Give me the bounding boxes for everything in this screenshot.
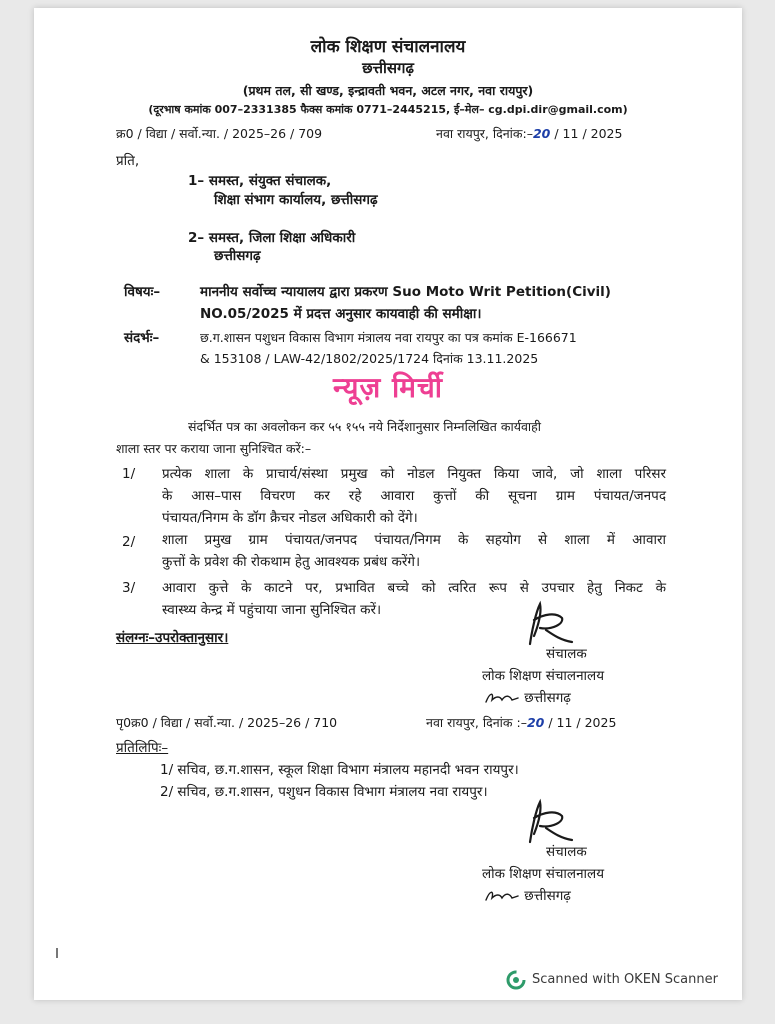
signatory-1-office: लोक शिक्षण संचालनालय bbox=[482, 668, 605, 684]
signature-2 bbox=[522, 798, 582, 846]
initials-scribble-1 bbox=[484, 690, 520, 706]
reference-line-1: छ.ग.शासन पशुधन विकास विभाग मंत्रालय नवा रायपुर का पत्र कमांक E-166671 bbox=[200, 330, 577, 345]
letterhead-contact: (दूरभाष कमांक 007–2331385 फैक्स कमांक 0771–2445215, ई–मेल– cg.dpi.dir@gmail.com) bbox=[148, 103, 628, 116]
endorsement-number: पृ0क्र0 / विद्या / सर्वो.न्या. / 2025–26 / 710 bbox=[116, 715, 338, 730]
item-1-line-2: के आस–पास विचरण कर रहे आवारा कुत्तों की सूचना ग्राम पंचायत/जनपद bbox=[162, 488, 666, 504]
scanner-watermark-text: Scanned with OKEN Scanner bbox=[532, 972, 718, 987]
item-3-number: 3/ bbox=[122, 580, 136, 596]
letter-date bbox=[436, 125, 622, 142]
copy-item-2: 2/ सचिव, छ.ग.शासन, पशुधन विकास विभाग मंत्रालय नवा रायपुर। bbox=[160, 784, 488, 800]
letterhead-address: (प्रथम तल, सी खण्ड, इन्द्रावती भवन, अटल नगर, नवा रायपुर) bbox=[242, 83, 534, 98]
to-label: प्रति, bbox=[116, 153, 140, 169]
news-watermark: न्यूज़ मिर्ची bbox=[332, 371, 444, 404]
copy-label: प्रतिलिपिः– bbox=[116, 740, 169, 756]
signatory-2-designation: संचालक bbox=[546, 844, 587, 860]
signatory-2-office: लोक शिक्षण संचालनालय bbox=[482, 866, 605, 882]
reference-label: संदर्भः– bbox=[124, 330, 160, 346]
subject-line-1: माननीय सर्वोच्च न्यायालय द्वारा प्रकरण Suo Moto Writ Petition(Civil) bbox=[200, 284, 611, 300]
date-day: 20 bbox=[532, 126, 551, 141]
item-1-number: 1/ bbox=[122, 466, 136, 482]
signatory-2-state: छत्तीसगढ़ bbox=[524, 888, 571, 904]
item-3-line-1: आवारा कुत्ते के काटने पर, प्रभावित बच्चे को त्वरित रूप से उपचार हेतु निकट के bbox=[162, 580, 666, 596]
endorsement-date-day: 20 bbox=[526, 715, 545, 730]
recipient-2-line-2: छत्तीसगढ़ bbox=[214, 248, 261, 264]
endorsement-date bbox=[426, 714, 616, 731]
date-rest: / 11 / 2025 bbox=[554, 126, 623, 141]
subject-line-2: NO.05/2025 में प्रदत्त अनुसार कायवाही की समीक्षा। bbox=[200, 306, 482, 322]
initials-scribble-2 bbox=[484, 888, 520, 904]
letter-page bbox=[34, 8, 742, 1000]
signature-1 bbox=[522, 600, 582, 648]
item-1-line-1: प्रत्येक शाला के प्राचार्य/संस्था प्रमुख को नोडल नियुक्त किया जावे, जो शाला परिसर bbox=[162, 466, 666, 482]
date-prefix: नवा रायपुर, दिनांक:– bbox=[436, 126, 533, 141]
item-2-number: 2/ bbox=[122, 534, 136, 550]
copy-item-1: 1/ सचिव, छ.ग.शासन, स्कूल शिक्षा विभाग मंत्रालय महानदी भवन रायपुर। bbox=[160, 762, 519, 778]
signatory-1-state: छत्तीसगढ़ bbox=[524, 690, 571, 706]
endorsement-date-prefix: नवा रायपुर, दिनांक :– bbox=[426, 715, 527, 730]
subject-label: विषयः– bbox=[124, 284, 161, 300]
recipient-2-line-1: 2– समस्त, जिला शिक्षा अधिकारी bbox=[188, 230, 356, 246]
body-intro-line-1: संदर्भित पत्र का अवलोकन कर ५५ १५५ नये निर्देशानुसार निम्नलिखित कार्यवाही bbox=[188, 419, 542, 434]
signatory-2-state-line bbox=[484, 886, 571, 904]
recipient-1-line-2: शिक्षा संभाग कार्यालय, छत्तीसगढ़ bbox=[214, 192, 378, 208]
signatory-1-designation: संचालक bbox=[546, 646, 587, 662]
letterhead-title: लोक शिक्षण संचालनालय bbox=[310, 37, 466, 57]
reference-number: क्र0 / विद्या / सर्वो.न्या. / 2025–26 / 709 bbox=[116, 126, 323, 141]
item-2-line-1: शाला प्रमुख ग्राम पंचायत/जनपद पंचायत/निगम के सहयोग से शाला में आवारा bbox=[162, 532, 666, 548]
edge-mark bbox=[56, 948, 58, 958]
letterhead-state: छत्तीसगढ़ bbox=[362, 59, 414, 77]
body-intro-line-2: शाला स्तर पर कराया जाना सुनिश्चित करें:– bbox=[116, 441, 312, 456]
endorsement-date-rest: / 11 / 2025 bbox=[548, 715, 617, 730]
scanner-logo-icon bbox=[506, 970, 526, 990]
enclosure-note: संलग्नः–उपरोक्तानुसार। bbox=[116, 630, 229, 646]
item-2-line-2: कुत्तों के प्रवेश की रोकथाम हेतु आवश्यक प्रबंध करेंगे। bbox=[162, 554, 421, 570]
recipient-1-line-1: 1– समस्त, संयुक्त संचालक, bbox=[188, 173, 332, 189]
item-3-line-2: स्वास्थ्य केन्द्र में पहुंचाया जाना सुनिश्चित करें। bbox=[162, 602, 382, 618]
item-1-line-3: पंचायत/निगम के डॉग क्रैचर नोडल अधिकारी को देंगे। bbox=[162, 510, 418, 526]
signatory-1-state-line bbox=[484, 688, 571, 706]
reference-line-2: & 153108 / LAW-42/1802/2025/1724 दिनांक 13.11.2025 bbox=[200, 351, 539, 366]
